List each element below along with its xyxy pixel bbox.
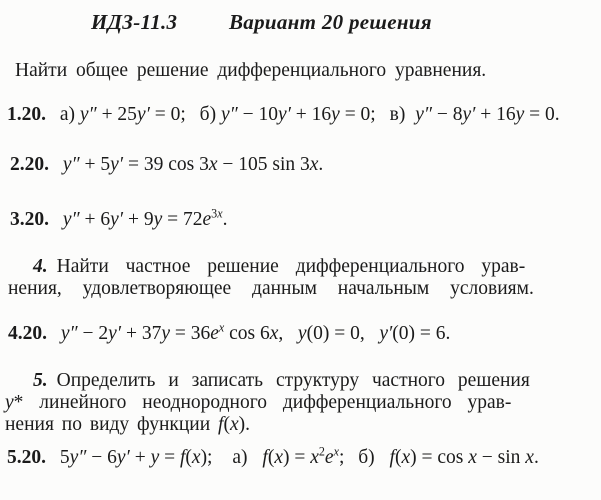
task-4-line-2: нения, удовлетворяющее данным начальным условиям. [8, 278, 534, 299]
problem-3-20-row [10, 206, 228, 231]
task-5-line-1 [33, 370, 530, 392]
problem-4-20-number: 4.20. [8, 323, 47, 344]
problem-2-20-formula: y″ + 5y′ = 39 cos 3x − 105 sin 3x. [62, 154, 324, 175]
task-5-line-2: y* линейного неоднородного дифференциального урав- [5, 392, 512, 413]
task-5-paragraph [5, 370, 530, 436]
problem-5-20-row [7, 444, 539, 469]
problem-5-20-item-a-label: а) [232, 447, 248, 468]
problem-4-20-formula: $y'' - 2y' + 37y = 36e^x$ cos 6x, y(0) = 0, y′(0) = 6. [60, 320, 451, 344]
problem-3-20-formula: $y'' + 6y' + 9y = 72e^{3x}$. [62, 206, 228, 230]
problem-2-20-number: 2.20. [10, 154, 49, 175]
variant-title: Вариант 20 решения [229, 10, 432, 34]
problem-5-20-number: 5.20. [7, 447, 46, 468]
task-4-line-1-text: Найти частное решение дифференциального урав- [56, 256, 526, 277]
problem-1-20-item-b-label: б) [199, 104, 217, 125]
problem-3-20-number: 3.20. [10, 209, 49, 230]
problem-5-20-item-b-label: б) [358, 447, 375, 468]
assignment-code: ИДЗ-11.3 [91, 10, 178, 34]
intro-instruction: Найти общее решение дифференциального уравнения. [15, 60, 487, 81]
problem-1-20-item-a-formula: y″ + 25y′ = 0; [79, 104, 186, 125]
problem-1-20-item-a-label: а) [59, 104, 76, 125]
problem-5-20-item-a-formula: $f(x) = x^2e^x$; [262, 444, 345, 468]
problem-1-20-item-c-label: в) [389, 104, 406, 125]
task-5-line-3: нения по виду функции f(x). [5, 414, 250, 435]
problem-1-20-item-b-formula: y″ − 10y′ + 16y = 0; [220, 104, 376, 125]
problem-5-20-item-b-formula: f(x) = cos x − sin x. [389, 447, 539, 468]
problem-1-20-item-c-formula: y″ − 8y′ + 16y = 0. [415, 104, 560, 125]
task-5-number: 5. [33, 370, 48, 391]
task-4-number: 4. [33, 256, 48, 277]
task-4-line-1 [33, 256, 534, 278]
problem-2-20-row [10, 154, 323, 176]
problem-4-20-row [8, 320, 451, 345]
problem-1-20-number: 1.20. [7, 104, 46, 125]
problem-5-20-formula: 5y″ − 6y′ + y = f(x); [59, 447, 213, 468]
task-4-paragraph [8, 256, 534, 300]
problem-1-20-row [7, 104, 560, 126]
task-5-line-1-text: Определить и записать структуру частного решения [56, 370, 530, 391]
